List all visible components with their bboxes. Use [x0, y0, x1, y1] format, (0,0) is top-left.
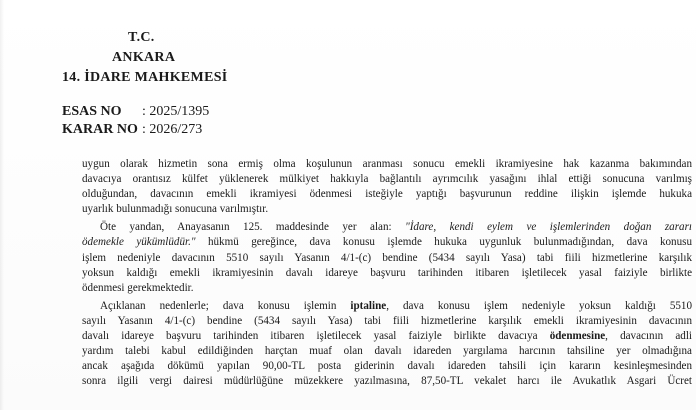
paragraph-3 [82, 299, 692, 390]
country-heading: T.C. [128, 30, 155, 45]
text-line: uyarlık bulunmadığı sonucuna varılmıştır. [82, 203, 269, 216]
karar-label: KARAR NO [62, 122, 138, 137]
text-run: , dava konusu işlem nedeniyle yoksun kaldığı 5510 [386, 299, 693, 312]
court-name: 14. İDARE MAHKEMESİ [62, 70, 228, 85]
page-edge-shadow [0, 0, 4, 410]
text-run: davalı idareye başvuru tarihinden itibaren işletilecek yasal faiziyle birlikte davacıya [82, 330, 550, 343]
case-numbers [62, 103, 209, 139]
text-line [82, 220, 692, 235]
text-line [82, 299, 692, 314]
paragraph-2 [82, 220, 692, 295]
esas-label: ESAS NO [62, 104, 122, 119]
text-line: sayılı Yasanın 4/1-(c) bendine (5434 sayılı Yasa) tabi fiili hizmetlerine karşılık emekli ikramiyesinin davacının [82, 314, 692, 327]
constitution-quote: "İdare, kendi eylem ve işlemlerinden doğan zararı [405, 221, 692, 234]
esas-row [62, 103, 209, 121]
karar-row [62, 121, 209, 139]
karar-value: : 2026/273 [142, 122, 203, 137]
text-line: ödenmesi gerekmektedir. [82, 281, 194, 294]
text-line: sonra ilgili vergi dairesi müdürlüğüne müzekkere yazılmasına, 87,50-TL vekalet harcı ile Avukatlık Asgari Ücret [82, 375, 692, 388]
text-line: yoksun kaldığı emekli ikramiyesinin davalı idareye başvuru tarihinden itibaren işletilecek yasal faiziyle birlikte [82, 266, 692, 279]
text-line: uygun olarak hizmetin sona ermiş olma koşulunun aranması sonucu emekli ikramiyesine hak kazanma bakımından [82, 158, 692, 170]
text-run: Öte yandan, Anayasanın 125. maddesinde yer alan: [100, 221, 406, 234]
text-line: davacıya orantısız külfet yüklenerek mülkiyet hakkıyla bağlantılı ayrımcılık yasağını ihlal ettiği sonucuna varılmış [82, 173, 692, 186]
constitution-quote-end: ödemekle yükümlüdür." [82, 236, 196, 249]
esas-value: : 2025/1395 [142, 104, 210, 119]
text-line [82, 329, 692, 344]
decision-body [82, 157, 692, 392]
text-run: hükmü gereğince, dava konusu işlemde hukuka uygunluk bulunmadığından, dava konusu [195, 236, 692, 249]
iptal-emphasis: iptaline [350, 299, 387, 312]
text-line: işlem nedeniyle davacının 5510 sayılı Yasanın 4/1-(c) bendine (5434 sayılı Yasa) tabi fiili hizmetlerine karşılık [82, 251, 692, 264]
text-run: Açıklanan nedenlerle; dava konusu işlemin [100, 299, 351, 312]
text-run: , davacının adli [605, 330, 692, 343]
text-line [82, 235, 692, 250]
text-line: olduğundan, davacının emekli ikramiyesi ödenmesi isteğiyle yaptığı başvurunun reddine ilişkin işlemde hukuka [82, 188, 692, 201]
text-line: ancak aşağıda dökümü yapılan 90,00-TL posta giderinin davalı idareden tahsili için kararın kesinleşmesinden [82, 360, 692, 373]
city-heading: ANKARA [112, 50, 176, 65]
paragraph-1 [82, 157, 692, 217]
court-header [62, 28, 322, 88]
text-line: yardım talebi kabul edildiğinden harçtan muaf olan davalı idareden yargılama harcının tahsiline yer olmadığına [82, 345, 692, 358]
odeme-emphasis: ödenmesine [549, 330, 606, 343]
